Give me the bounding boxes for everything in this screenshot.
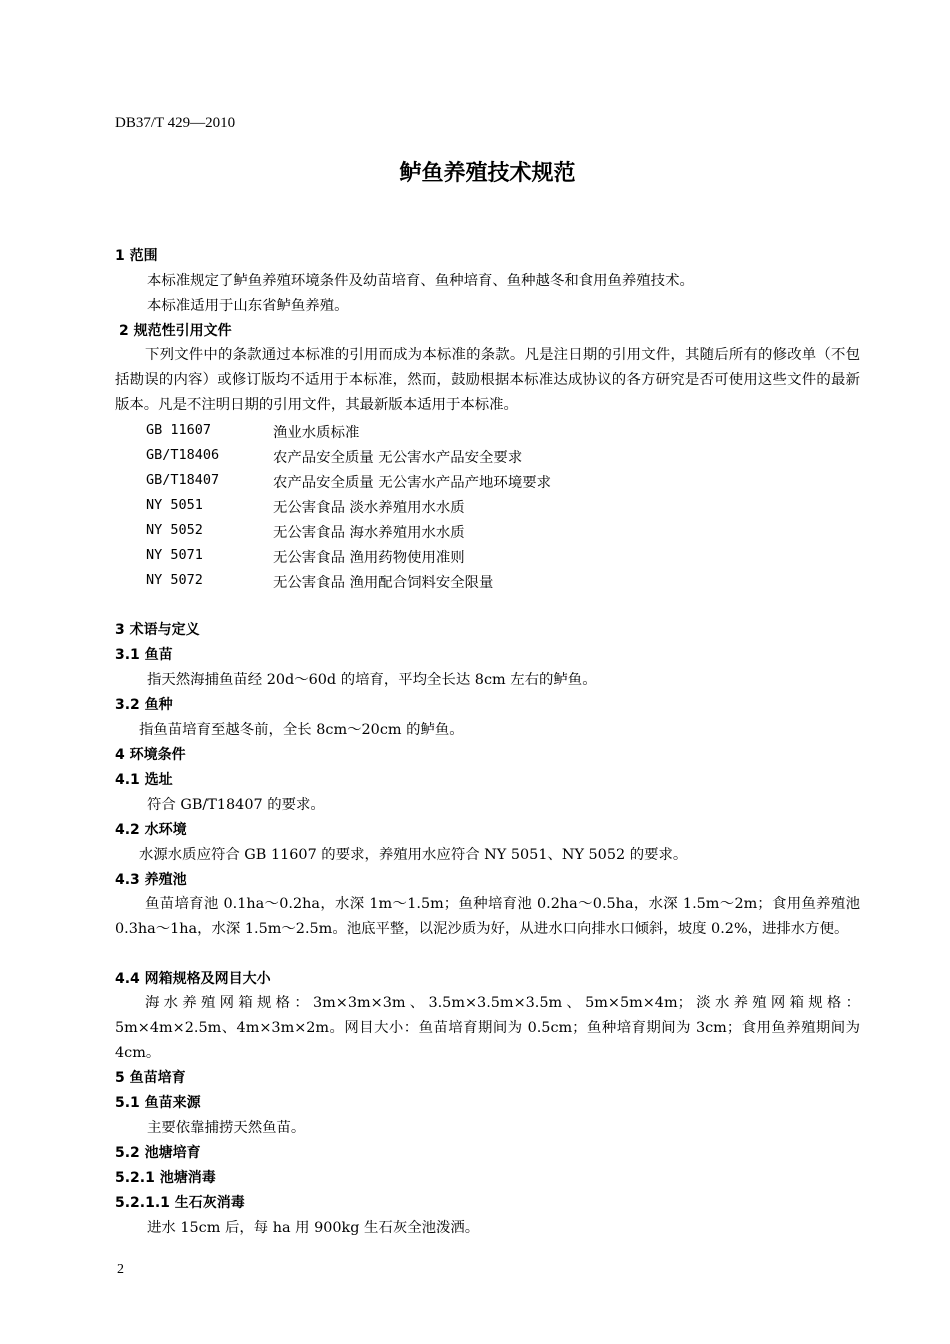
ref-title-4: 无公害食品 淡水养殖用水水质 (273, 500, 465, 516)
document-number: DB37/T 429—2010 (115, 115, 236, 131)
section-5-2-1-1-paragraph: 进水 15cm 后，每 ha 用 900kg 生石灰全池泼洒。 (147, 1220, 480, 1236)
ref-title-1: 渔业水质标准 (273, 425, 360, 441)
section-1-paragraph-1: 本标准规定了鲈鱼养殖环境条件及幼苗培育、鱼种培育、鱼种越冬和食用鱼养殖技术。 (147, 273, 694, 289)
ref-code-5: NY 5052 (146, 522, 203, 538)
ref-code-2: GB/T18406 (146, 447, 220, 463)
section-5-2-heading: 5.2 池塘培育 (115, 1145, 201, 1161)
section-5-1-heading: 5.1 鱼苗来源 (115, 1095, 201, 1111)
ref-title-3: 农产品安全质量 无公害水产品产地环境要求 (273, 475, 551, 491)
page-number: 2 (117, 1262, 124, 1277)
ref-title-6: 无公害食品 渔用药物使用准则 (273, 550, 465, 566)
section-2-heading: 2 规范性引用文件 (119, 323, 232, 339)
section-3-2-heading: 3.2 鱼种 (115, 697, 173, 713)
ref-code-4: NY 5051 (146, 497, 203, 513)
section-4-heading: 4 环境条件 (115, 747, 186, 763)
section-4-3-paragraph: 鱼苗培育池 0.1ha～0.2ha，水深 1m～1.5m；鱼种培育池 0.2ha～0.5ha，水深 1.5m～2m；食用鱼养殖池 0.3ha～1ha，水深 1.5m～2.5m。池底平整，以泥沙质为好，从进水口向排水口倾斜，坡度 0.2%，进排水方便。 (115, 896, 860, 937)
ref-code-7: NY 5072 (146, 572, 203, 588)
section-1-heading: 1 范围 (115, 248, 158, 264)
section-3-1-heading: 3.1 鱼苗 (115, 647, 173, 663)
ref-code-1: GB 11607 (146, 422, 212, 438)
section-3-1-paragraph: 指天然海捕鱼苗经 20d～60d 的培育，平均全长达 8cm 左右的鲈鱼。 (147, 672, 597, 688)
section-3-2-paragraph: 指鱼苗培育至越冬前，全长 8cm～20cm 的鲈鱼。 (139, 722, 464, 738)
section-4-2-paragraph: 水源水质应符合 GB 11607 的要求，养殖用水应符合 NY 5051、NY 5052 的要求。 (139, 847, 688, 863)
section-3-heading: 3 术语与定义 (115, 622, 200, 638)
section-4-3-heading: 4.3 养殖池 (115, 872, 187, 888)
section-5-heading: 5 鱼苗培育 (115, 1070, 186, 1086)
ref-title-7: 无公害食品 渔用配合饲料安全限量 (273, 575, 494, 591)
ref-code-6: NY 5071 (146, 547, 203, 563)
ref-title-5: 无公害食品 海水养殖用水水质 (273, 525, 465, 541)
section-1-paragraph-2: 本标准适用于山东省鲈鱼养殖。 (147, 298, 349, 314)
ref-title-2: 农产品安全质量 无公害水产品安全要求 (273, 450, 523, 466)
page-title: 鲈鱼养殖技术规范 (399, 161, 576, 186)
ref-code-3: GB/T18407 (146, 472, 220, 488)
section-5-2-1-heading: 5.2.1 池塘消毒 (115, 1170, 216, 1186)
section-5-2-1-1-heading: 5.2.1.1 生石灰消毒 (115, 1195, 245, 1211)
section-4-2-heading: 4.2 水环境 (115, 822, 187, 838)
section-4-4-paragraph: 海水养殖网箱规格：3m×3m×3m、3.5m×3.5m×3.5m、5m×5m×4m；淡水养殖网箱规格：5m×4m×2.5m、4m×3m×2m。网目大小：鱼苗培育期间为 0.5cm；鱼种培育期间为 3cm；食用鱼养殖期间为 4cm。 (115, 995, 860, 1061)
section-5-1-paragraph: 主要依靠捕捞天然鱼苗。 (147, 1120, 306, 1136)
section-4-1-paragraph: 符合 GB/T18407 的要求。 (147, 797, 325, 813)
section-4-4-heading: 4.4 网箱规格及网目大小 (115, 971, 271, 987)
section-4-1-heading: 4.1 选址 (115, 772, 173, 788)
section-2-intro: 下列文件中的条款通过本标准的引用而成为本标准的条款。凡是注日期的引用文件，其随后所有的修改单（不包括勘误的内容）或修订版均不适用于本标准，然而，鼓励根据本标准达成协议的各方研究是否可使用这些文件的最新版本。凡是不注明日期的引用文件，其最新版本适用于本标准。 (115, 347, 860, 413)
